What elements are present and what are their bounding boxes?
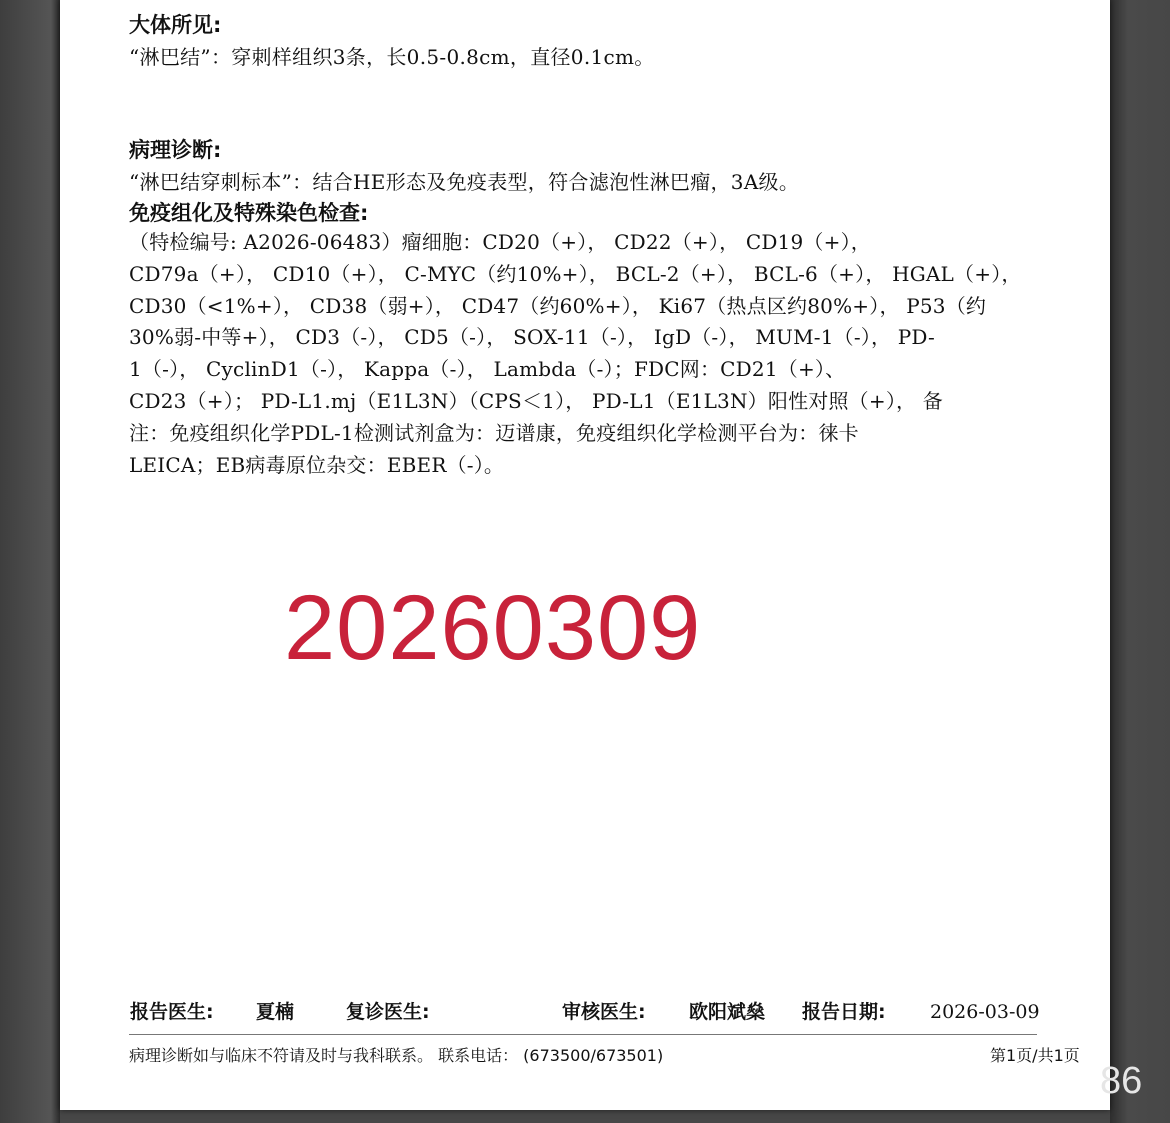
report-doctor-name: 夏楠 [256,1001,295,1023]
report-date-label: 报告日期: [802,1001,886,1023]
ihc-line: LEICA；EB病毒原位杂交：EBER（-）。 [129,452,505,477]
report-doctor-label: 报告医生: [130,1001,214,1023]
review-doctor-label: 复诊医生: [346,1001,430,1023]
diagnosis-heading: 病理诊断: [129,138,222,162]
footer-divider [129,1034,1037,1035]
signature-row [60,998,1110,1026]
ihc-heading: 免疫组化及特殊染色检查: [129,201,369,225]
gross-heading: 大体所见: [129,13,222,37]
ihc-line: CD23（+）； PD-L1.mj（E1L3N）（CPS＜1）， PD-L1（E1L3N）阳性对照（+）， 备 [129,388,943,413]
audit-doctor-label: 审核医生: [562,1001,646,1023]
gross-text: “淋巴结”：穿刺样组织3条，长0.5-0.8cm，直径0.1cm。 [129,45,655,69]
corner-page-indicator: 86 [1100,1060,1143,1102]
page-number: 第1页/共1页 [990,1046,1080,1065]
ihc-results [129,227,1049,481]
diagnosis-text: “淋巴结穿刺标本”：结合HE形态及免疫表型，符合滤泡性淋巴瘤，3A级。 [129,170,800,194]
audit-doctor-name: 欧阳斌燊 [689,1001,766,1023]
ihc-line: （特检编号: A2026-06483）瘤细胞：CD20（+）， CD22（+）， CD19（+）， [129,230,871,254]
report-page [60,0,1110,1110]
ihc-line: CD79a（+）， CD10（+）， C-MYC（约10%+）， BCL-2（+）， BCL-6（+）， HGAL（+）， [129,261,1022,286]
ihc-line: CD30（<1%+）， CD38（弱+）， CD47（约60%+）， Ki67（热点区约80%+）， P53（约 [129,293,987,318]
date-stamp: 20260309 [284,577,702,679]
footer-contact-note: 病理诊断如与临床不符请及时与我科联系。 联系电话： (673500/673501) [129,1046,664,1065]
ihc-line: 1（-）， CyclinD1（-）， Kappa（-）， Lambda（-）；FDC网：CD21（+）、 [129,357,846,382]
viewer-right-margin [1110,0,1170,1123]
ihc-line: 注：免疫组织化学PDL-1检测试剂盒为：迈谱康，免疫组织化学检测平台为：徕卡 [129,420,859,445]
report-date-value: 2026-03-09 [930,1001,1040,1023]
viewer-left-margin [0,0,60,1123]
ihc-line: 30%弱-中等+）， CD3（-）， CD5（-）， SOX-11（-）， IgD（-）， MUM-1（-）， PD- [129,325,935,350]
